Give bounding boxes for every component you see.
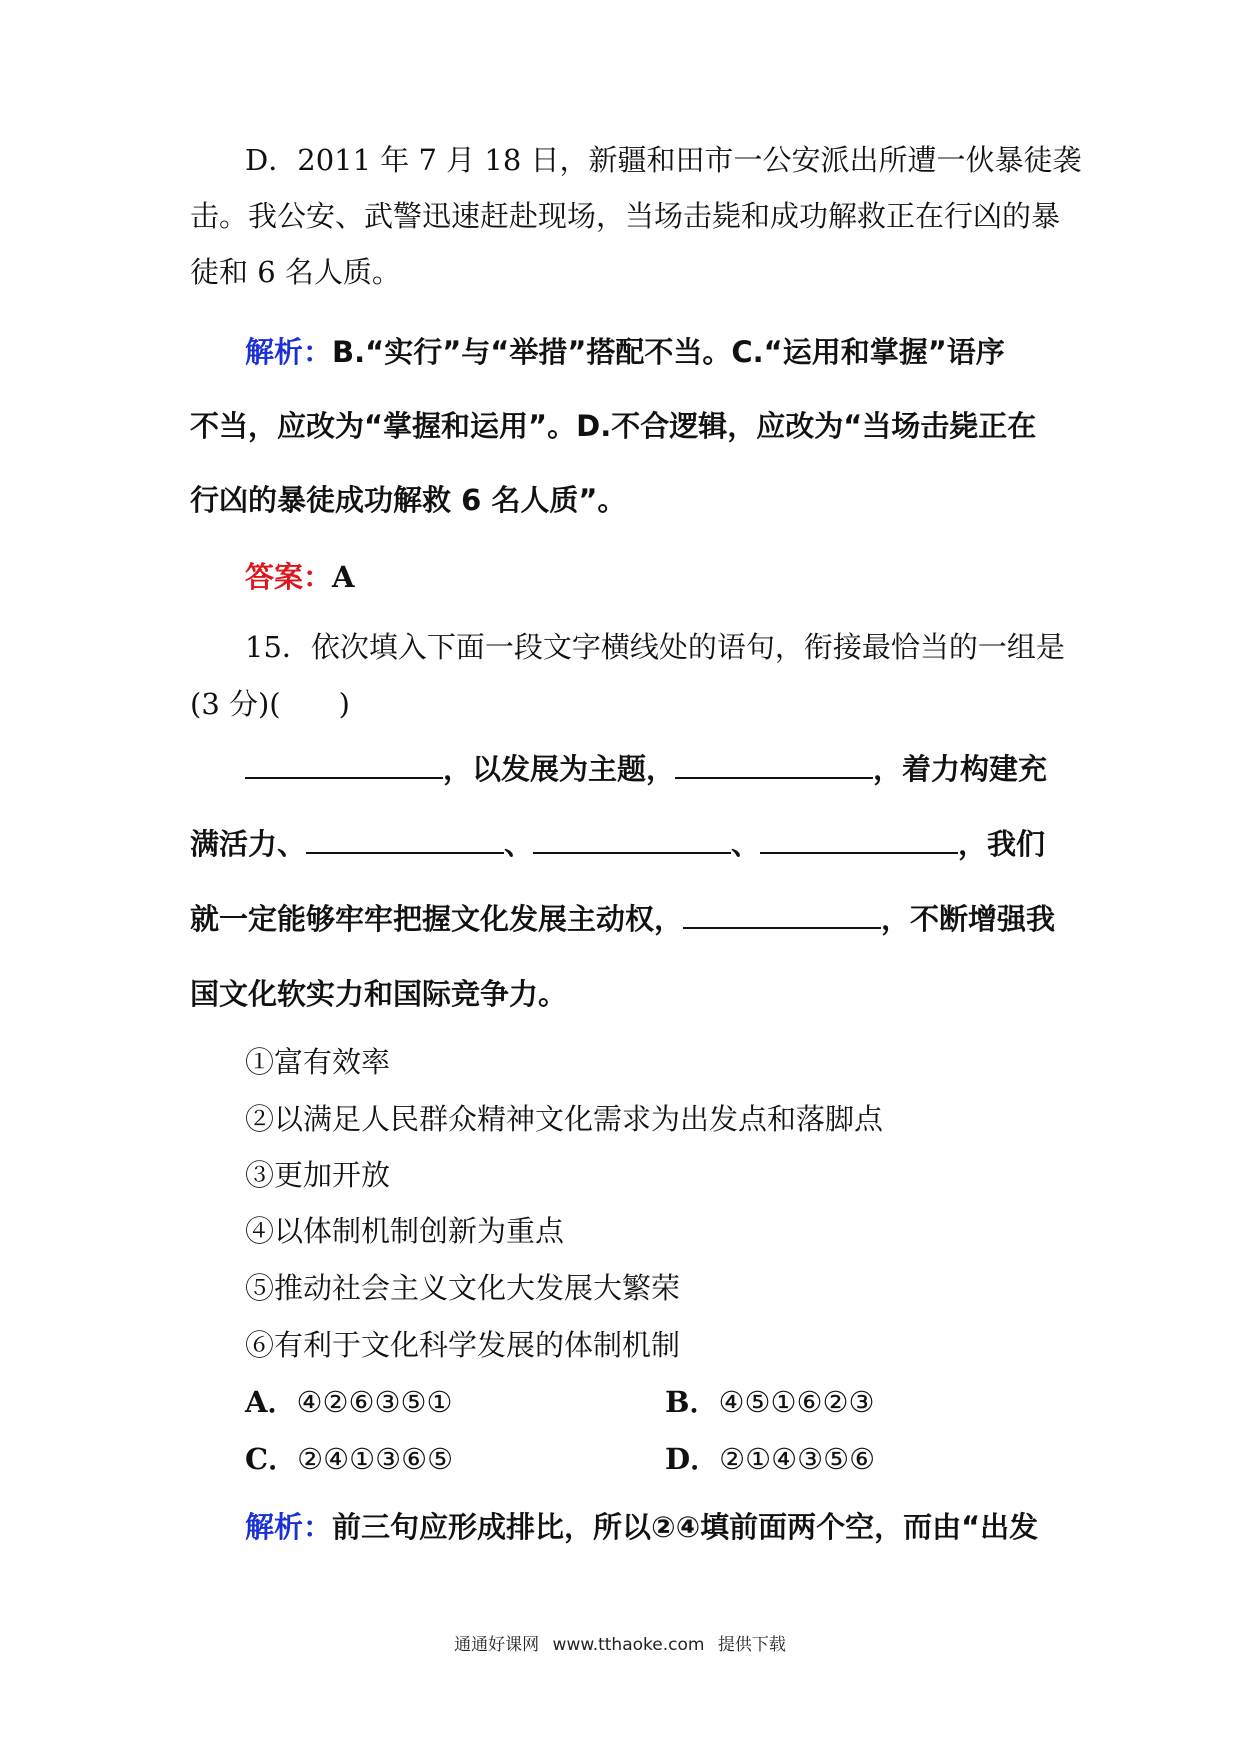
fill-blank-5[interactable]	[760, 826, 958, 854]
q14-option-d-line2: 击。我公安、武警迅速赶赴现场，当场击毙和成功解救正在行凶的暴	[190, 199, 1061, 233]
option-b-value: ④⑤①⑥②③	[718, 1385, 875, 1419]
q14-analysis-line1	[245, 330, 1005, 371]
q14-option-d-line1: D．2011 年 7 月 18 日，新疆和田市一公安派出所遭一伙暴徒袭	[245, 143, 1082, 177]
q15-stem-line1: 15．依次填入下面一段文字横线处的语句，衔接最恰当的一组是	[245, 630, 1065, 664]
footer-suffix: 提供下载	[717, 1635, 786, 1655]
q15-option-d[interactable]	[665, 1437, 875, 1478]
passage-text: ，着力构建充	[873, 752, 1048, 786]
passage-text: ，以发展为主题，	[443, 752, 676, 786]
fill-blank-4[interactable]	[533, 826, 731, 854]
answer-label: 答案：	[245, 560, 333, 594]
option-c-label: C．	[245, 1442, 298, 1476]
q15-passage-line3	[190, 897, 1055, 938]
option-a-value: ④②⑥③⑤①	[296, 1385, 453, 1419]
passage-text: 、	[504, 827, 534, 861]
q14-analysis-line2: 不当，应改为“掌握和运用”。D.不合逻辑，应改为“当场击毙正在	[190, 409, 1037, 443]
q14-option-d-line3: 徒和 6 名人质。	[190, 255, 401, 289]
fill-blank-6[interactable]	[683, 901, 881, 929]
passage-text: ，我们	[958, 827, 1046, 861]
q15-item-2: ②以满足人民群众精神文化需求为出发点和落脚点	[245, 1102, 884, 1136]
q15-item-5: ⑤推动社会主义文化大发展大繁荣	[245, 1271, 681, 1305]
page-footer	[0, 1630, 1240, 1655]
option-c-value: ②④①③⑥⑤	[297, 1442, 454, 1476]
q15-item-1: ①富有效率	[245, 1045, 391, 1079]
q14-analysis-line3: 行凶的暴徒成功解救 6 名人质”。	[190, 483, 627, 517]
q15-item-6: ⑥有利于文化科学发展的体制机制	[245, 1328, 681, 1362]
option-d-value: ②①④③⑤⑥	[719, 1442, 876, 1476]
passage-text: 就一定能够牢牢把握文化发展主动权，	[190, 902, 684, 936]
option-d-label: D．	[665, 1442, 720, 1476]
analysis-label: 解析：	[245, 335, 333, 369]
q15-option-c[interactable]	[245, 1437, 453, 1478]
q15-passage-line1	[245, 747, 1047, 788]
q15-analysis-line1	[245, 1505, 1038, 1546]
q15-passage-line2	[190, 822, 1045, 863]
footer-site-name: 通通好课网	[454, 1635, 540, 1655]
fill-blank-1[interactable]	[245, 751, 443, 779]
option-a-label: A．	[245, 1385, 297, 1419]
q15-stem-line2: (3 分)( )	[190, 687, 350, 721]
analysis-label: 解析：	[245, 1510, 333, 1544]
q15-passage-line4: 国文化软实力和国际竞争力。	[190, 977, 568, 1011]
passage-text: ，不断增强我	[881, 902, 1056, 936]
q15-item-3: ③更加开放	[245, 1158, 391, 1192]
q15-option-a[interactable]	[245, 1380, 453, 1421]
q15-option-b[interactable]	[665, 1380, 875, 1421]
fill-blank-2[interactable]	[675, 751, 873, 779]
passage-text: 满活力、	[190, 827, 307, 861]
answer-value: A	[332, 560, 355, 594]
q14-analysis-text1: B.“实行”与“举措”搭配不当。C.“运用和掌握”语序	[332, 335, 1005, 369]
q14-answer	[245, 555, 355, 596]
passage-text: 、	[731, 827, 761, 861]
fill-blank-3[interactable]	[306, 826, 504, 854]
q15-item-4: ④以体制机制创新为重点	[245, 1214, 565, 1248]
option-b-label: B．	[665, 1385, 719, 1419]
footer-url[interactable]: www.tthaoke.com	[552, 1635, 705, 1655]
q15-analysis-text1: 前三句应形成排比，所以②④填前面两个空，而由“出发	[332, 1510, 1039, 1544]
